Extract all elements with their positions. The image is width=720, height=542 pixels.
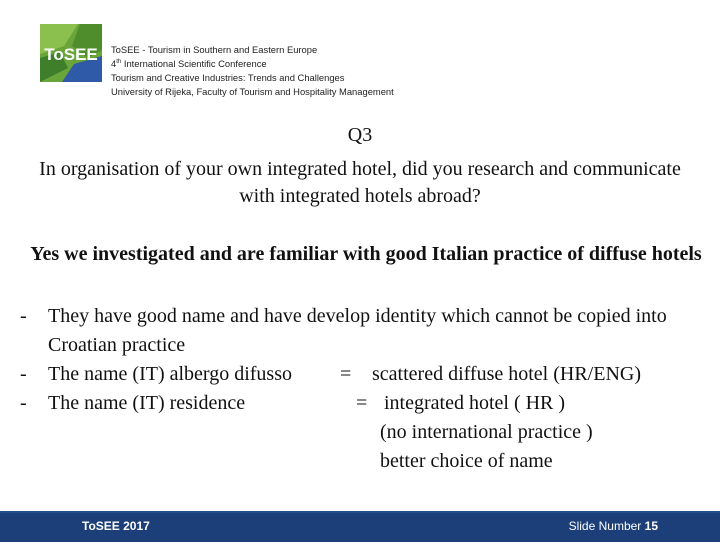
logo-text: ToSEE [44,45,98,64]
bullet-left: The name (IT) albergo difusso [48,363,292,385]
bullet-eq: = [356,392,368,414]
bullet-item [20,360,710,389]
footer-bar [0,511,720,542]
header-line-1: ToSEE - Tourism in Southern and Eastern Europe [111,44,318,55]
bullet-right: integrated hotel ( HR ) [384,392,566,414]
slide-number: Slide Number 15 [568,519,658,533]
header-line-3: Tourism and Creative Industries: Trends and Challenges [111,72,345,83]
bullet-eq: = [340,363,352,385]
header-line-2: 4th International Scientific Conference [111,58,267,69]
header-line-4: University of Rijeka, Faculty of Tourism and Hospitality Management [111,86,394,97]
answer-bullets [20,302,710,476]
bullet-dash: - [20,392,27,414]
answer-lead: Yes we investigated and are familiar with good Italian practice of diffuse hotels [30,243,702,265]
question-text: In organisation of your own integrated hotel, did you research and communicate with integrated hotels abroad? [39,158,681,207]
conference-header [111,43,394,99]
bullet-dash: - [20,363,27,385]
tosee-logo [40,24,102,82]
bullet-item [20,302,710,360]
bullet-item [20,389,710,418]
bullet-dash: - [20,305,27,327]
bullet-text: They have good name and have develop identity which cannot be copied into Croatian practice [48,305,667,356]
question-number: Q3 [347,124,373,146]
footer-conference: ToSEE 2017 [82,519,150,533]
continuation-line: (no international practice ) [380,421,593,443]
bullet-left: The name (IT) residence [48,392,246,414]
continuation-line: better choice of name [380,450,553,472]
bullet-right: scattered diffuse hotel (HR/ENG) [372,363,641,385]
